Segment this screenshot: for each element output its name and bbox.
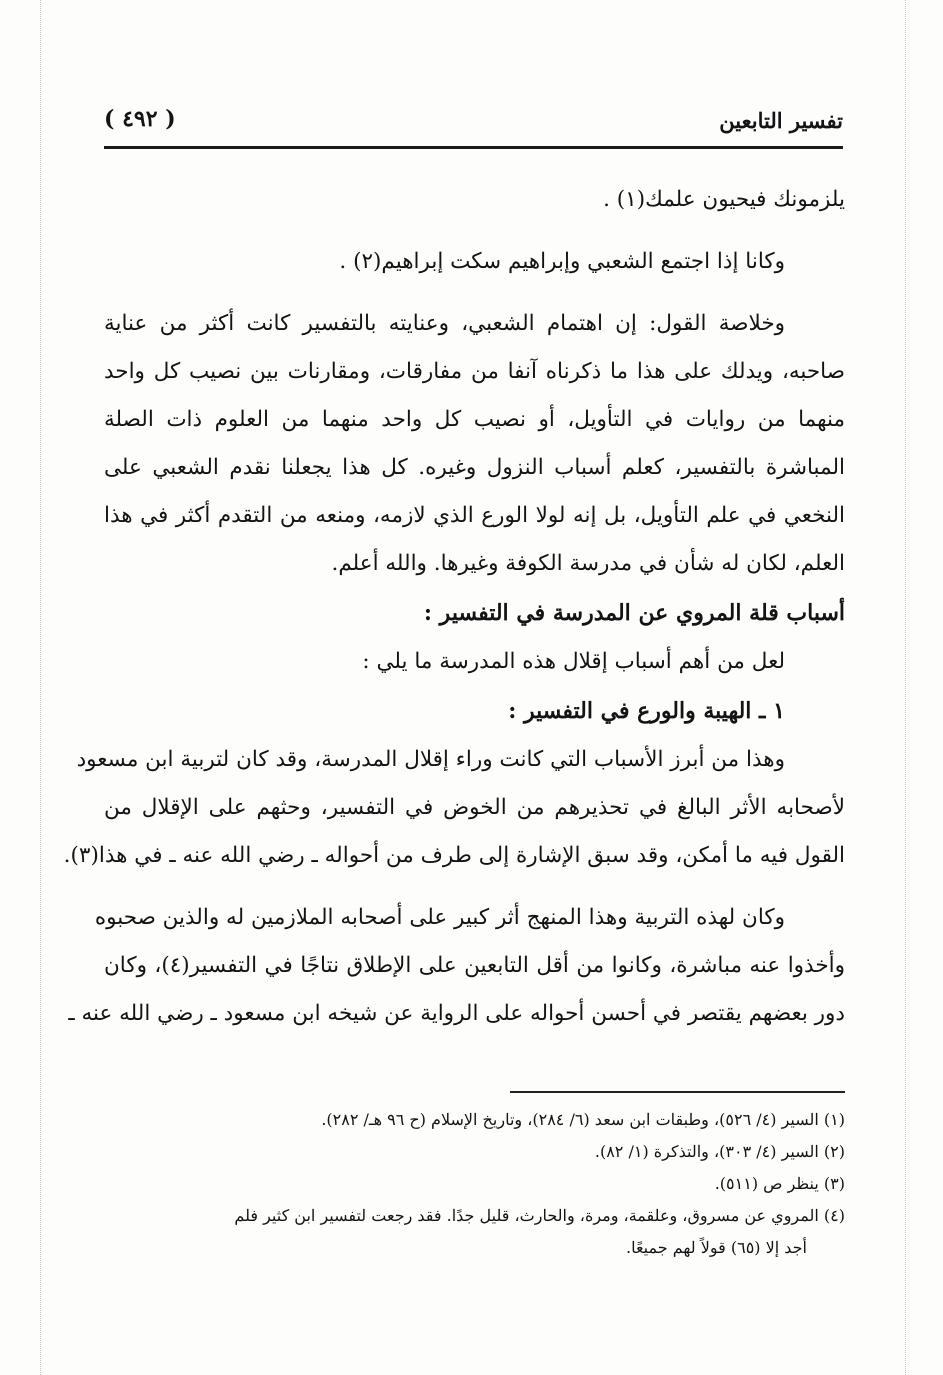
running-header — [104, 100, 843, 149]
paragraph-line: يلزمونك فيحيون علمك(١) . — [603, 187, 845, 212]
footnote-separator — [510, 1091, 845, 1093]
paragraph-line: وكان لهذه التربية وهذا المنهج أثر كبير على أصحابه الملازمين له والذين صحبوه — [94, 905, 785, 930]
margin-guide — [905, 0, 906, 1375]
margin-guide — [40, 0, 41, 1375]
book-title: تفسير التابعين — [719, 108, 843, 133]
paragraph-line: وأخذوا عنه مباشرة، وكانوا من أقل التابعين على الإطلاق نتاجًا في التفسير(٤)، وكان — [104, 953, 845, 978]
paragraph-line: لعل من أهم أسباب إقلال هذه المدرسة ما يلي : — [362, 649, 785, 674]
paragraph-line: صاحبه، ويدلك على هذا ما ذكرناه آنفا من مفارقات، ومقارنات بين نصيب كل واحد — [104, 359, 845, 384]
paragraph-line: لأصحابه الأثر البالغ في تحذيرهم من الخوض في التفسير، وحثهم على الإقلال من — [104, 795, 845, 820]
paragraph-line: منهما من روايات في التأويل، أو نصيب كل واحد منهما من العلوم ذات الصلة — [104, 407, 845, 432]
paragraph-line: وكانا إذا اجتمع الشعبي وإبراهيم سكت إبراهيم(٢) . — [339, 249, 785, 274]
paragraph-line: دور بعضهم يقتصر في أحسن أحواله على الرواية عن شيخه ابن مسعود ـ رضي الله عنه ـ — [68, 1001, 845, 1026]
paragraph-line: وخلاصة القول: إن اهتمام الشعبي، وعنايته بالتفسير كانت أكثر من عناية — [104, 311, 785, 336]
footnotes — [104, 1104, 845, 1264]
paragraph-line: وهذا من أبرز الأسباب التي كانت وراء إقلال المدرسة، وقد كان لتربية ابن مسعود — [76, 747, 785, 772]
footnote-3: (٣) ينظر ص (٥١١). — [714, 1174, 845, 1193]
subsection-heading: ١ ـ الهيبة والورع في التفسير : — [508, 698, 785, 724]
paragraph-line: النخعي في علم التأويل، بل إنه لولا الورع الذي لازمه، ومنعه من التقدم أكثر في هذا — [104, 503, 845, 528]
footnote-2: (٢) السير (٤/ ٣٠٣)، والتذكرة (١/ ٨٢). — [594, 1142, 845, 1161]
main-text — [63, 176, 845, 1038]
footnote-4: (٤) المروي عن مسروق، وعلقمة، ومرة، والحارث، قليل جدًا. فقد رجعت لتفسير ابن كثير فلم — [234, 1206, 845, 1225]
page-number: ( ٤٩٢ ) — [104, 106, 176, 132]
paragraph-line: المباشرة بالتفسير، كعلم أسباب النزول وغيره. كل هذا يجعلنا نقدم الشعبي على — [104, 455, 845, 480]
section-heading: أسباب قلة المروي عن المدرسة في التفسير : — [423, 600, 845, 626]
paragraph-line: العلم، لكان له شأن في مدرسة الكوفة وغيرها. والله أعلم. — [331, 551, 845, 576]
footnote-1: (١) السير (٤/ ٥٢٦)، وطبقات ابن سعد (٦/ ٢٨٤)، وتاريخ الإسلام (ح ٩٦ هـ/ ٢٨٢). — [321, 1110, 845, 1129]
paragraph-line: القول فيه ما أمكن، وقد سبق الإشارة إلى طرف من أحواله ـ رضي الله عنه ـ في هذا(٣). — [63, 843, 845, 868]
footnote-4-continued: أجد إلا (٦٥) قولاً لهم جميعًا. — [626, 1238, 807, 1257]
